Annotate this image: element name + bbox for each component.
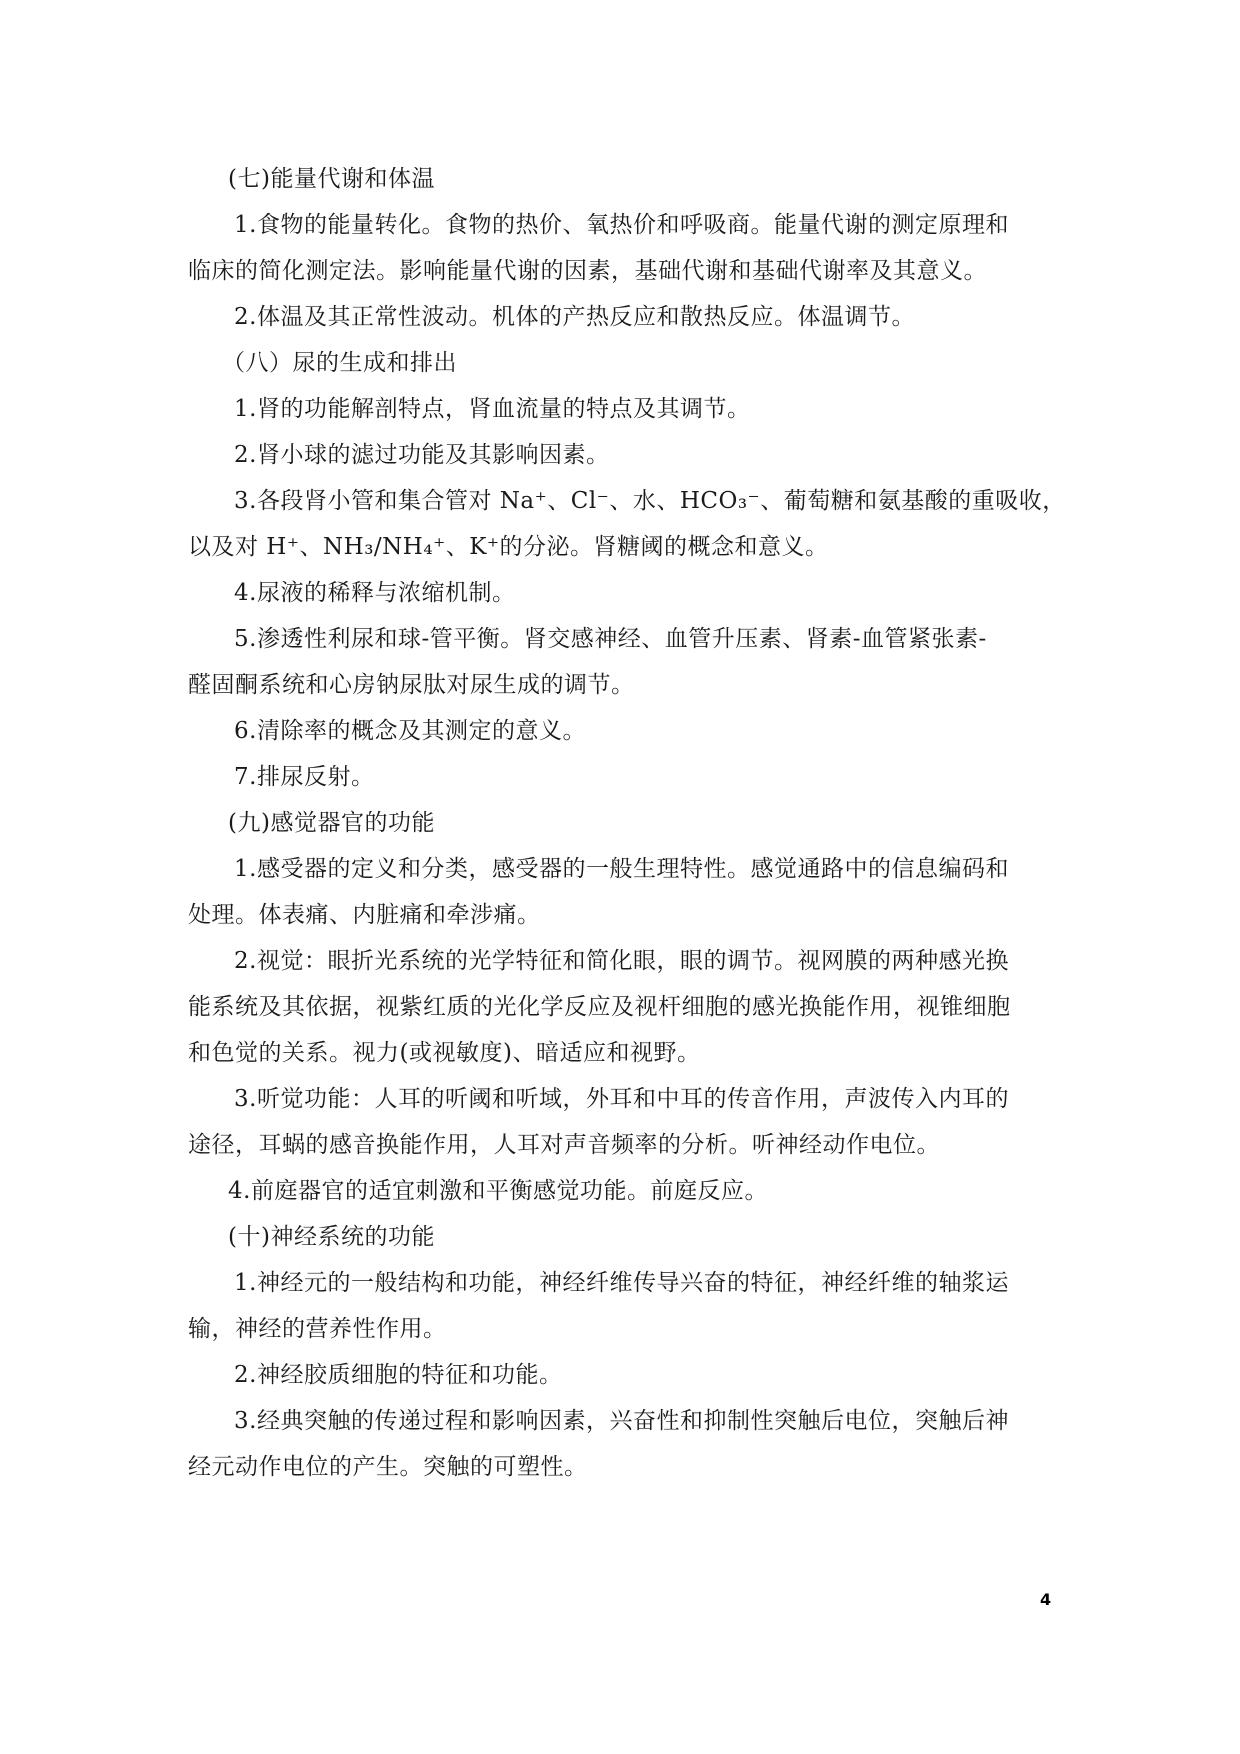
paragraph-line: 4.尿液的稀释与浓缩机制。 [234, 580, 516, 606]
page-number: 4 [1040, 1590, 1052, 1609]
paragraph-line: 醛固酮系统和心房钠尿肽对尿生成的调节。 [188, 672, 635, 698]
paragraph-line: 3.经典突触的传递过程和影响因素，兴奋性和抑制性突触后电位，突触后神 [234, 1408, 1009, 1434]
paragraph-line: 1.肾的功能解剖特点，肾血流量的特点及其调节。 [234, 396, 751, 422]
paragraph-line: 4.前庭器官的适宜刺激和平衡感觉功能。前庭反应。 [228, 1178, 768, 1204]
paragraph-line: 和色觉的关系。视力(或视敏度)、暗适应和视野。 [188, 1040, 701, 1066]
paragraph-line: 能系统及其依据，视紫红质的光化学反应及视杆细胞的感光换能作用，视锥细胞 [188, 994, 1011, 1020]
paragraph-line: 2.肾小球的滤过功能及其影响因素。 [234, 442, 610, 468]
paragraph-line: 1.神经元的一般结构和功能，神经纤维传导兴奋的特征，神经纤维的轴浆运 [234, 1270, 1009, 1296]
paragraph-line: 2.神经胶质细胞的特征和功能。 [234, 1362, 563, 1388]
section-heading-8: （八）尿的生成和排出 [222, 350, 457, 376]
paragraph-line: 处理。体表痛、内脏痛和牵涉痛。 [188, 902, 541, 928]
paragraph-line: 途径，耳蜗的感音换能作用，人耳对声音频率的分析。听神经动作电位。 [188, 1132, 940, 1158]
paragraph-line: 经元动作电位的产生。突触的可塑性。 [188, 1454, 588, 1480]
section-heading-7: (七)能量代谢和体温 [228, 166, 435, 192]
paragraph-line: 3.听觉功能：人耳的听阈和听域，外耳和中耳的传音作用，声波传入内耳的 [234, 1086, 1009, 1112]
paragraph-line: 以及对 H⁺、NH₃/NH₄⁺、K⁺的分泌。肾糖阈的概念和意义。 [188, 534, 829, 560]
section-heading-9: (九)感觉器官的功能 [228, 810, 435, 836]
paragraph-line: 临床的简化测定法。影响能量代谢的因素，基础代谢和基础代谢率及其意义。 [188, 258, 987, 284]
paragraph-line: 1.感受器的定义和分类，感受器的一般生理特性。感觉通路中的信息编码和 [234, 856, 1009, 882]
paragraph-line: 1.食物的能量转化。食物的热价、氧热价和呼吸商。能量代谢的测定原理和 [234, 212, 1009, 238]
paragraph-line: 2.体温及其正常性波动。机体的产热反应和散热反应。体温调节。 [234, 304, 915, 330]
section-heading-10: (十)神经系统的功能 [228, 1224, 435, 1250]
paragraph-line: 7.排尿反射。 [234, 764, 375, 790]
paragraph-line: 3.各段肾小管和集合管对 Na⁺、Cl⁻、水、HCO₃⁻、葡萄糖和氨基酸的重吸收， [234, 488, 1066, 514]
paragraph-line: 5.渗透性利尿和球-管平衡。肾交感神经、血管升压素、肾素-血管紧张素- [234, 626, 987, 652]
page-content [188, 156, 1066, 1490]
paragraph-line: 6.清除率的概念及其测定的意义。 [234, 718, 586, 744]
paragraph-line: 2.视觉：眼折光系统的光学特征和简化眼，眼的调节。视网膜的两种感光换 [234, 948, 1009, 974]
paragraph-line: 输，神经的营养性作用。 [188, 1316, 447, 1342]
